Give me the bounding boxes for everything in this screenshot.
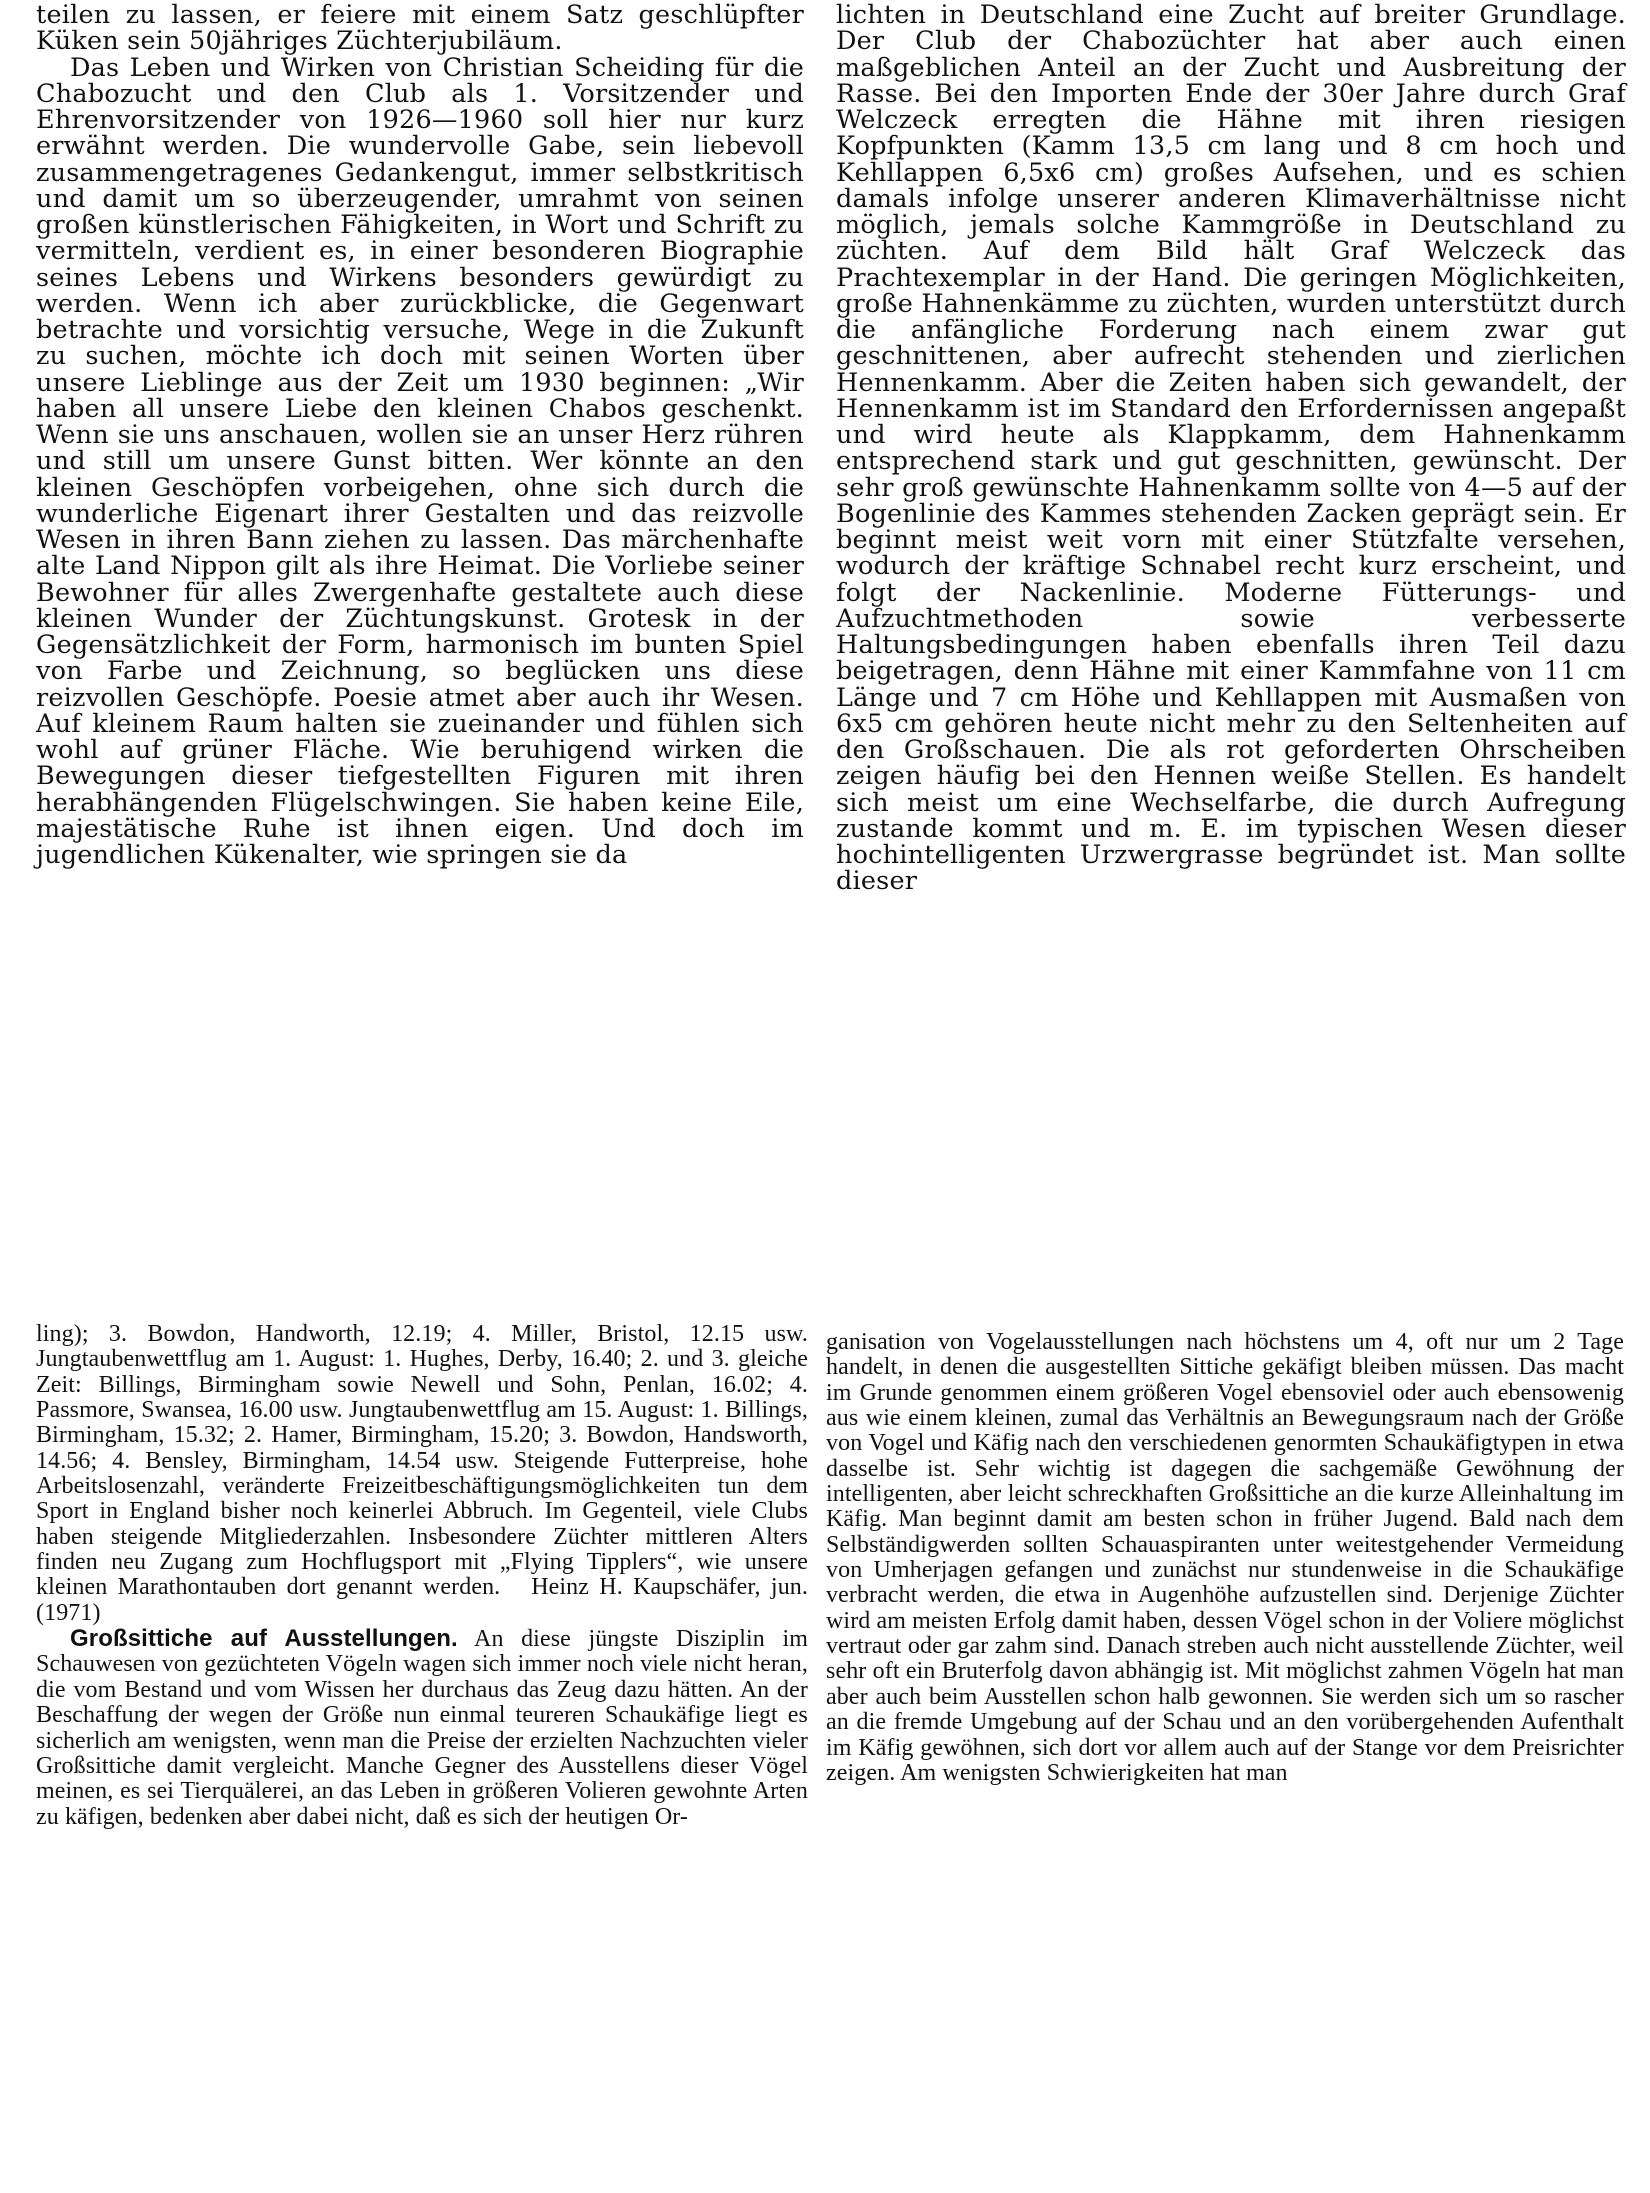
paragraph: lichten in Deutschland eine Zucht auf breiter Grundlage. Der Club der Chabozüchter hat aber auch einen maßgeblichen Anteil an der Zucht und Ausbreitung der Rasse. Bei den Importen Ende der 30er Jahre durch Graf Welczeck erregten die Hähne mit ihren riesigen Kopfpunkten (Kamm 13,5 cm lang und 8 cm hoch und Kehllappen 6,5x6 cm) großes Aufsehen, und es schien damals infolge unserer anderen Klimaverhältnisse nicht möglich, jemals solche Kammgröße in Deutschland zu züchten. Auf dem Bild hält Graf Welczeck das Prachtexemplar in der Hand. Die geringen Möglichkeiten, große Hahnenkämme zu züchten, wurden unterstützt durch die anfängliche Forderung nach einem zwar gut geschnittenen, aber aufrecht stehenden und zierlichen Hennenkamm. Aber die Zeiten haben sich gewandelt, der Hennenkamm ist im Standard den Erfordernissen angepaßt und wird heute als Klappkamm, dem Hahnenkamm entsprechend stark und gut geschnitten, gewünscht. Der sehr groß gewünschte Hahnenkamm sollte von 4—5 auf der Bogenlinie des Kammes stehenden Zacken geprägt sein. Er beginnt meist weit vorn mit einer Stützfalte versehen, wodurch der kräftige Schnabel recht kurz erscheint, und folgt der Nackenlinie. Moderne Fütterungs- und Aufzuchtmethoden sowie verbesserte Haltungsbedingungen haben ebenfalls ihren Teil dazu beigetragen, denn Hähne mit einer Kammfahne von 11 cm Länge und 7 cm Höhe und Kehllappen mit Ausmaßen von 6x5 cm gehören heute nicht mehr zu den Seltenheiten auf den Großschauen. Die als rot geforderten Ohrscheiben zeigen häufig bei den Hennen weiße Stellen. Es handelt sich meist um eine Wechselfarbe, die durch Aufregung zustande kommt und m. E. im typischen Wesen dieser hochintelligenten Urzwergrasse begründet ist. Man sollte dieser: [836, 0, 1626, 897]
top-left-column: [36, 2, 804, 868]
paragraph: [36, 1626, 808, 1830]
bottom-left-column: [36, 1322, 808, 1830]
bottom-right-column: [826, 1330, 1624, 1786]
paragraph: Das Leben und Wirken von Christian Scheiding für die Chabozucht und den Club als 1. Vorsitzender und Ehrenvorsitzender von 1926—1960 soll hier nur kurz erwähnt werden. Die wundervolle Gabe, sein liebevoll zusammengetragenes Gedankengut, immer selbstkritisch und damit um so überzeugender, umrahmt von seinen großen künstlerischen Fähigkeiten, in Wort und Schrift zu vermitteln, verdient es, in einer besonderen Biographie seines Lebens und Wirkens besonders gewürdigt zu werden. Wenn ich aber zurückblicke, die Gegenwart betrachte und vorsichtig versuche, Wege in die Zukunft zu suchen, möchte ich doch mit seinen Worten über unsere Lieblinge aus der Zeit um 1930 beginnen: „Wir haben all unsere Liebe den kleinen Chabos geschenkt. Wenn sie uns anschauen, wollen sie an unser Herz rühren und still um unsere Gunst bitten. Wer könnte an den kleinen Geschöpfen vorbeigehen, ohne sich durch die wunderliche Eigenart ihrer Gestalten und das reizvolle Wesen in ihren Bann ziehen zu lassen. Das märchenhafte alte Land Nippon gilt als ihre Heimat. Die Vorliebe seiner Bewohner für alles Zwergenhafte gestaltete auch diese kleinen Wunder der Züchtungskunst. Grotesk in der Gegensätzlichkeit der Form, harmonisch im bunten Spiel von Farbe und Zeichnung, so beglücken uns diese reizvollen Geschöpfe. Poesie atmet aber auch ihr Wesen. Auf kleinem Raum halten sie zueinander und fühlen sich wohl auf grüner Fläche. Wie beruhigend wirken die Bewegungen dieser tiefgestellten Figuren mit ihren herabhängenden Flügelschwingen. Sie haben keine Eile, majestätische Ruhe ist ihnen eigen. Und doch im jugendlichen Kükenalter, wie springen sie da: [36, 52, 804, 870]
paragraph: teilen zu lassen, er feiere mit einem Satz geschlüpfter Küken sein 50jähriges Züchterjubiläum.: [36, 0, 804, 57]
section-heading: Großsittiche auf Ausstellungen.: [70, 1625, 458, 1653]
paragraph-text: An diese jüngste Disziplin im Schauwesen von gezüchteten Vögeln wagen sich immer noch viele nicht heran, die vom Bestand und vom Wissen her durchaus das Zeug dazu hätten. An der Beschaffung der wegen der Größe nun einmal teureren Schaukäfige liegt es sicherlich am wenigsten, wenn man die Preise der erzielten Nachzuchten vieler Großsittiche damit vergleicht. Manche Gegner des Ausstellens dieser Vögel meinen, es sei Tierquälerei, an das Leben in größeren Volieren gewohnte Arten zu käfigen, bedenken aber dabei nicht, daß es sich der heutigen Or-: [36, 1626, 808, 1830]
author-signature: Heinz H. Kaupschäfer, jun. (1971): [36, 1574, 808, 1626]
paragraph-text: ling); 3. Bowdon, Handworth, 12.19; 4. Miller, Bristol, 12.15 usw. Jungtaubenwettflug am 1. August: 1. Hughes, Derby, 16.40; 2. und 3. gleiche Zeit: Billings, Birmingham sowie Newell und Sohn, Penlan, 16.02; 4. Passmore, Swansea, 16.00 usw. Jungtaubenwettflug am 15. August: 1. Billings, Birmingham, 15.32; 2. Hamer, Birmingham, 15.20; 3. Bowdon, Handsworth, 14.56; 4. Bensley, Birmingham, 14.54 usw. Steigende Futterpreise, hohe Arbeitslosenzahl, veränderte Freizeitbeschäftigungsmöglichkeiten tun dem Sport in England bisher noch keinerlei Abbruch. Im Gegenteil, viele Clubs haben steigende Mitgliederzahlen. Insbesondere Züchter mittleren Alters finden neu Zugang zum Hochflugsport mit „Flying Tipplers“, wie unsere kleinen Marathontauben dort genannt werden.: [36, 1321, 808, 1601]
paragraph: [36, 1322, 808, 1626]
top-right-column: [836, 2, 1626, 895]
paragraph: ganisation von Vogelausstellungen nach höchstens um 4, oft nur um 2 Tage handelt, in denen die ausgestellten Sittiche gekäfigt bleiben müssen. Das macht im Grunde genommen einem größeren Vogel ebensoviel oder auch ebensowenig aus wie einem kleinen, zumal das Verhältnis an Bewegungsraum nach der Größe von Vogel und Käfig nach den verschiedenen genormten Schaukäfigtypen in etwa dasselbe ist. Sehr wichtig ist dagegen die sachgemäße Gewöhnung der intelligenten, aber leicht schreckhaften Großsittiche an die kurze Alleinhaltung im Käfig. Man beginnt damit am besten schon in früher Jugend. Bald nach dem Selbständigwerden sollten Schauaspiranten unter weitestgehender Vermeidung von Umherjagen gefangen und zunächst nur stundenweise in die Schaukäfige verbracht werden, die etwa in Augenhöhe aufzustellen sind. Derjenige Züchter wird am meisten Erfolg damit haben, dessen Vögel schon in der Voliere möglichst vertraut oder gar zahm sind. Danach streben auch nicht ausstellende Züchter, weil sehr oft ein Bruterfolg davon abhängig ist. Mit möglichst zahmen Vögeln hat man aber auch beim Ausstellen schon halb gewonnen. Sie werden sich um so rascher an die fremde Umgebung auf der Schau und an den vorübergehenden Aufenthalt im Käfig gewöhnen, sich dort vor allem auch auf der Stange vor dem Preisrichter zeigen. Am wenigsten Schwierigkeiten hat man: [826, 1329, 1624, 1786]
